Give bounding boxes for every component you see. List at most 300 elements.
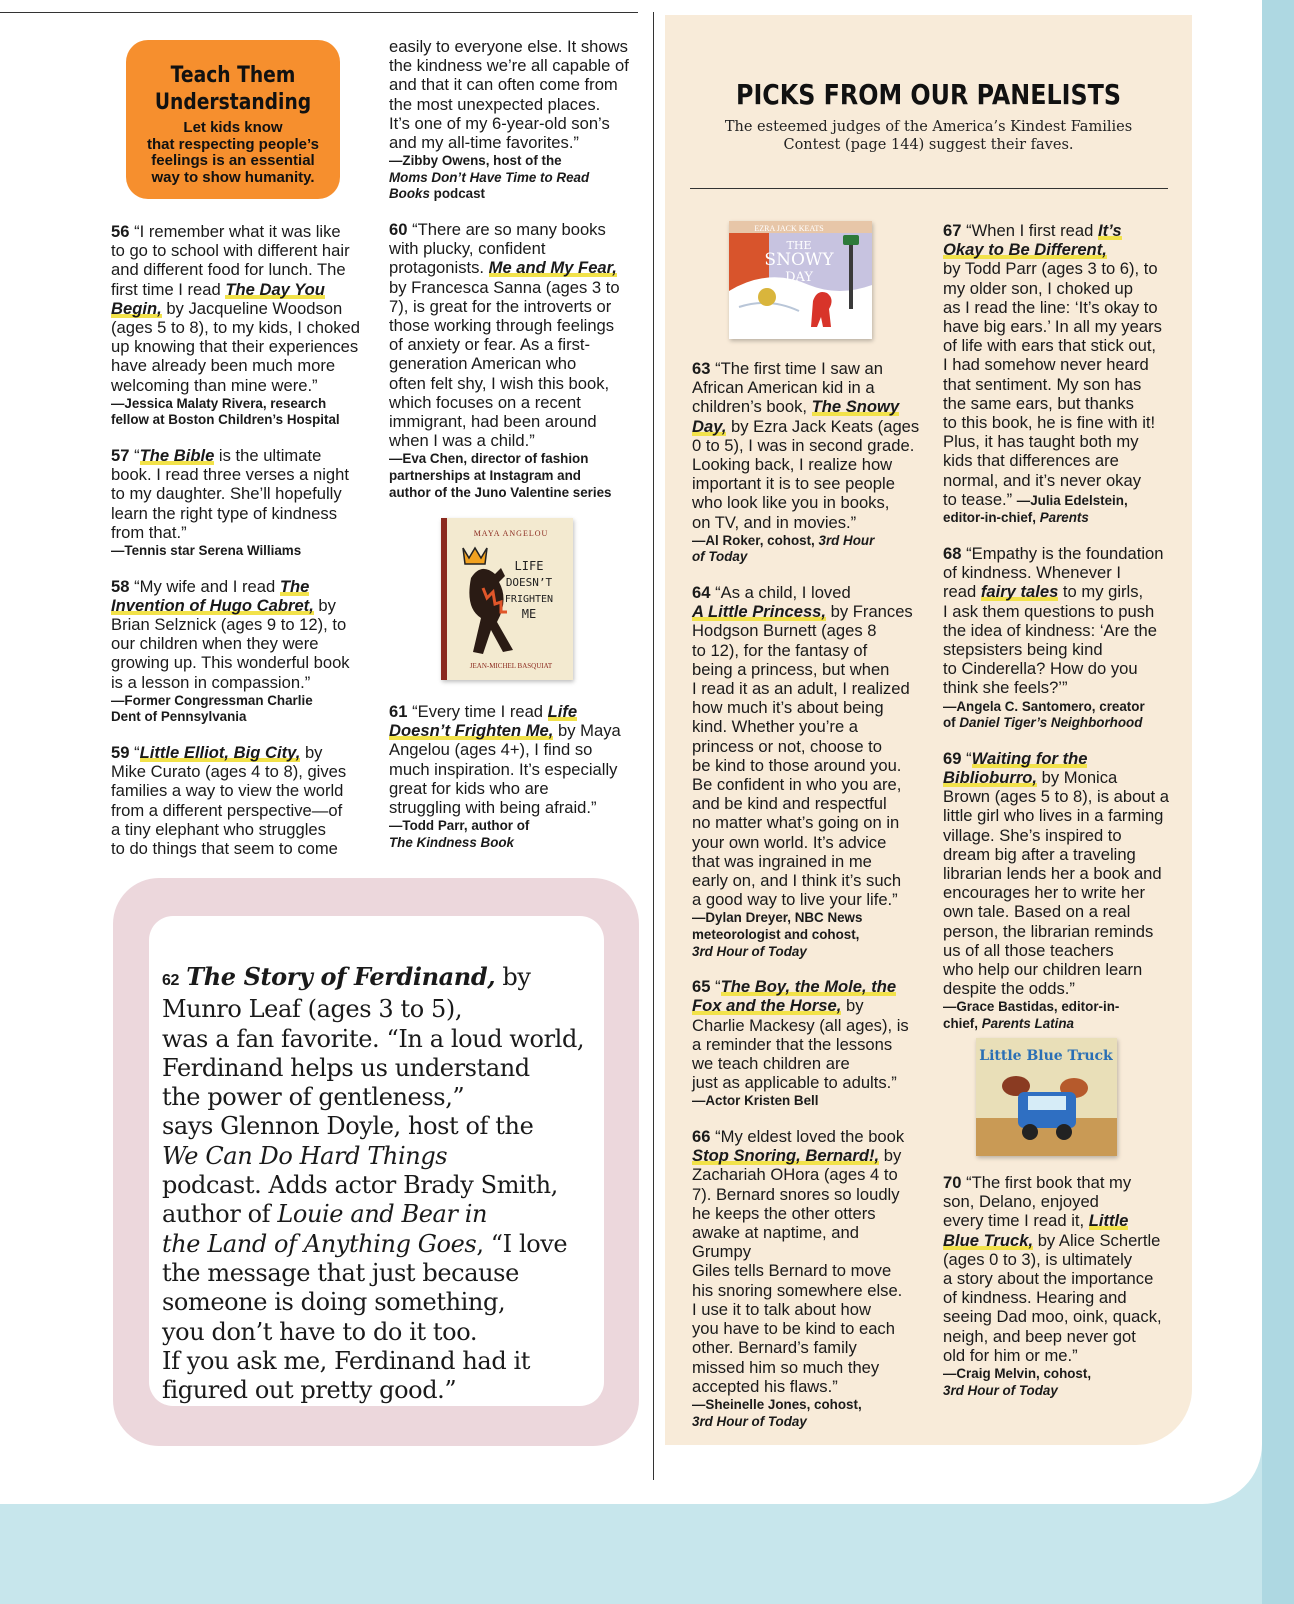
- entry-66: [692, 1127, 922, 1430]
- quote-text: book. I read three verses a night: [111, 465, 349, 485]
- quote-text: missed him so much they: [692, 1357, 880, 1377]
- attribution-line: —Zibby Owens, host of the: [389, 153, 562, 169]
- attribution: [943, 510, 1175, 527]
- quote-text: “The first time I saw an: [715, 359, 883, 378]
- attribution-line: —Todd Parr, author of: [389, 818, 530, 834]
- quote-text: by Ezra Jack Keats (ages: [726, 416, 920, 436]
- quote-text: the most unexpected places.: [389, 94, 601, 114]
- attribution: [943, 699, 1175, 732]
- cover-author: MAYA ANGELOU: [473, 529, 549, 538]
- attribution-line: —Jessica Malaty Rivera, research: [111, 395, 327, 411]
- book-title: fairy tales: [980, 582, 1059, 602]
- quote-text: of kindness. Whenever I: [943, 563, 1122, 583]
- attribution-line: Parents: [1039, 510, 1089, 526]
- quote-text: Hodgson Burnett (ages 8: [692, 621, 877, 641]
- book-title: Begin,: [111, 298, 162, 318]
- attribution-line: 3rd Hour of Today: [692, 943, 807, 959]
- quote-text: person, the librarian reminds: [943, 921, 1154, 941]
- quote-text: despite the odds.”: [943, 979, 1075, 999]
- book-title: The Snowy: [811, 397, 900, 417]
- book-title: The: [279, 576, 310, 596]
- panel-rule: [690, 188, 1168, 189]
- quote-text: which focuses on a recent: [389, 392, 581, 412]
- attribution-line: fellow at Boston Children’s Hospital: [111, 412, 340, 428]
- attribution-line: —Sheinelle Jones, cohost,: [692, 1396, 862, 1412]
- quote-text: have already been much more: [111, 356, 336, 376]
- book-title: Doesn’t Frighten Me,: [389, 721, 554, 741]
- book-title: The Day You: [225, 279, 325, 299]
- quote-text: Mike Curato (ages 4 to 8), gives: [111, 762, 347, 782]
- panel-column-a: [692, 359, 922, 1447]
- quote-text: families a way to view the world: [111, 781, 344, 801]
- column-2-lower: [389, 702, 639, 868]
- quote-text: us of all those teachers: [943, 940, 1114, 960]
- quote-text: “: [715, 977, 721, 997]
- teach-sub-line: feelings is an essential: [151, 152, 315, 170]
- top-rule: [0, 12, 638, 13]
- cover-title: LIFE: [514, 559, 544, 573]
- attribution: [692, 1397, 922, 1430]
- book-title: Blue Truck,: [943, 1230, 1034, 1250]
- attribution: [111, 693, 366, 726]
- attribution-line: —Dylan Dreyer, NBC News: [692, 910, 863, 926]
- attribution-line: editor-in-chief,: [943, 510, 1040, 526]
- quote-text: a good way to live your life.”: [692, 890, 898, 910]
- quote-text: stepsisters being kind: [943, 640, 1103, 660]
- attribution-line: 3rd Hour of Today: [692, 1413, 807, 1429]
- quote-text: from that.”: [111, 522, 187, 542]
- quote-text: the kindness we’re all capable of: [389, 56, 629, 76]
- quote-text: 7), is great for the introverts or: [389, 296, 612, 316]
- quote-text: (ages 0 to 3), is ultimately: [943, 1249, 1133, 1269]
- book-title: Fox and the Horse,: [692, 996, 842, 1016]
- quote-text: of life with ears that stick out,: [943, 336, 1157, 356]
- quote-text: 0 to 5), I was in second grade.: [692, 435, 915, 455]
- attribution-line: —Craig Melvin, cohost,: [943, 1366, 1092, 1382]
- cover-title: THE: [786, 239, 812, 252]
- quote-text: kids that differences are: [943, 451, 1119, 471]
- attribution: [389, 818, 639, 851]
- quote-text: by Jacqueline Woodson: [161, 298, 343, 318]
- entry-number: 57: [111, 446, 130, 466]
- quote-text: by: [313, 595, 336, 615]
- quote-text: you have to be kind to each: [692, 1319, 895, 1339]
- quote-text: by: [879, 1146, 902, 1166]
- attribution-line: meteorologist and cohost,: [692, 927, 860, 943]
- quote-text: how much it’s about being: [692, 698, 884, 718]
- entry-number: 64: [692, 583, 711, 603]
- quote-text: our children when they were: [111, 634, 319, 654]
- quote-text: to 12), for the fantasy of: [692, 640, 868, 660]
- quote-text: figured out pretty good.”: [162, 1376, 457, 1405]
- attribution: [692, 1093, 922, 1110]
- attribution-line: —Actor Kristen Bell: [692, 1093, 819, 1109]
- quote-text: says Glennon Doyle, host of the: [162, 1112, 534, 1141]
- quote-text: that was ingrained in me: [692, 851, 872, 871]
- quote-text: welcoming than mine were.”: [111, 375, 318, 395]
- quote-text: think she feels?’”: [943, 678, 1068, 698]
- medal-icon: [758, 288, 776, 306]
- quote-text: of kindness. Hearing and: [943, 1288, 1127, 1308]
- quote-text: have big ears.’ In all my years: [943, 317, 1162, 337]
- quote-text: much inspiration. It’s especially: [389, 759, 618, 779]
- quote-text: Zachariah OHora (ages 4 to: [692, 1165, 898, 1185]
- quote-text: a story about the importance: [943, 1269, 1154, 1289]
- quote-text: of anxiety or fear. As a first-: [389, 335, 591, 355]
- quote-text: just as applicable to adults.”: [692, 1073, 897, 1093]
- quote-text: encourages her to write her: [943, 883, 1146, 903]
- teach-sub-line: Let kids know: [183, 119, 283, 136]
- quote-text: African American kid in a: [692, 378, 875, 398]
- quote-text: every time I read it,: [943, 1211, 1089, 1231]
- entry-number: 68: [943, 544, 962, 564]
- quote-text: If you ask me, Ferdinand had it: [162, 1346, 531, 1375]
- entry-number: 61: [389, 702, 408, 721]
- quote-text: “: [966, 748, 972, 768]
- cover-illustrator: JEAN-MICHEL BASQUIAT: [469, 662, 553, 670]
- quote-text: seeing Dad moo, oink, quack,: [943, 1307, 1162, 1327]
- quote-text: protagonists.: [389, 258, 489, 278]
- panel-subtitle: [700, 119, 1157, 154]
- quote-text: Louie and Bear in: [277, 1200, 488, 1229]
- entry-63: [692, 359, 922, 566]
- quote-text: being a princess, but when: [692, 659, 890, 679]
- attribution-line: author of the Juno Valentine series: [389, 484, 612, 500]
- book-title: The Bible: [139, 446, 215, 466]
- cover-title: ME: [521, 607, 537, 621]
- quote-text: dream big after a traveling: [943, 844, 1136, 864]
- quote-text: up knowing that their experiences: [111, 337, 359, 357]
- attribution-line: of Today: [692, 549, 748, 565]
- attribution: [692, 910, 922, 960]
- cover-title: Little Blue Truck: [979, 1048, 1113, 1064]
- quote-text: “Empathy is the foundation: [966, 544, 1164, 564]
- panel-subtitle-line: The esteemed judges of the America’s Kindest Families: [724, 119, 1133, 135]
- entry-number: 59: [111, 743, 130, 763]
- quote-text: librarian lends her a book and: [943, 864, 1162, 884]
- quote-text: village. She’s inspired to: [943, 825, 1122, 845]
- quote-text: generation American who: [389, 354, 577, 374]
- quote-text: to my girls,: [1058, 582, 1144, 602]
- attribution-line: Books: [389, 186, 430, 202]
- attribution-line: 3rd Hour of Today: [943, 1382, 1058, 1398]
- cover-author: EZRA JACK KEATS: [754, 224, 824, 233]
- quote-text: son, Delano, enjoyed: [943, 1192, 1099, 1212]
- book-title: Little Elliot, Big City,: [139, 743, 301, 763]
- quote-text: “: [134, 446, 140, 466]
- quote-text: as I read the line: ‘It’s okay to: [943, 297, 1158, 317]
- quote-text: by Frances: [826, 602, 913, 622]
- quote-text: “When I first read: [966, 221, 1098, 240]
- attribution-line: —Al Roker, cohost,: [692, 532, 819, 548]
- cover-title: DAY: [785, 270, 813, 285]
- quote-text: the same ears, but thanks: [943, 393, 1134, 413]
- quote-text: first time I read: [111, 279, 226, 299]
- quote-text: to this book, he is fine with it!: [943, 413, 1156, 433]
- little-blue-truck-cover: [976, 1038, 1117, 1156]
- teach-box-title: [142, 62, 324, 116]
- attribution-line: —Julia Edelstein,: [1016, 492, 1128, 508]
- book-title: Waiting for the: [971, 748, 1088, 768]
- quote-text: to go to school with different hair: [111, 241, 350, 261]
- attribution-line: Parents Latina: [981, 1016, 1074, 1032]
- quote-text: author of: [162, 1200, 278, 1229]
- quote-text: great for kids who are: [389, 778, 549, 798]
- quote-text: “As a child, I loved: [715, 583, 851, 603]
- quote-text: by: [841, 996, 864, 1016]
- book-title: Okay to Be Different,: [943, 240, 1107, 260]
- entry-number: 65: [692, 977, 711, 997]
- quote-text: easily to everyone else. It shows: [389, 37, 628, 56]
- attribution-line: —Eva Chen, director of fashion: [389, 451, 589, 467]
- attribution: [389, 153, 639, 203]
- quote-text: immigrant, had been around: [389, 412, 597, 432]
- quote-text: is the ultimate: [214, 446, 322, 466]
- quote-text: and my all-time favorites.”: [389, 133, 579, 153]
- book-title: Me and My Fear,: [488, 258, 617, 278]
- teach-sub-line: that respecting people’s: [147, 135, 319, 153]
- feature-quote-62: [162, 962, 602, 1405]
- quote-text: to my daughter. She’ll hopefully: [111, 484, 342, 504]
- attribution-line: Moms Don’t Have Time to Read: [389, 169, 590, 185]
- cover-title: SNOWY: [764, 250, 834, 270]
- teach-them-understanding-box: [126, 40, 340, 199]
- quote-text: (ages 5 to 8), to my kids, I choked: [111, 318, 361, 338]
- quote-text: was a fan favorite. “In a loud world,: [162, 1024, 585, 1053]
- quote-text: Giles tells Bernard to move: [692, 1261, 892, 1281]
- quote-text: early on, and I think it’s such: [692, 871, 902, 891]
- book-title: It’s: [1097, 221, 1122, 240]
- quote-text: I read it as an adult, I realized: [692, 679, 910, 699]
- attribution: [692, 533, 922, 566]
- quote-text: and different food for lunch. The: [111, 260, 346, 280]
- quote-text: that sentiment. My son has: [943, 374, 1142, 394]
- quote-text: learn the right type of kindness: [111, 503, 337, 523]
- entry-number: 66: [692, 1127, 711, 1147]
- teach-box-subtitle: [126, 120, 340, 186]
- quote-text: to do things that seem to come: [111, 839, 338, 859]
- attribution-line: partnerships at Instagram and: [389, 468, 581, 484]
- quote-text: “The first book that my: [966, 1173, 1132, 1192]
- quote-text: to Cinderella? How do you: [943, 659, 1138, 679]
- quote-text: by Francesca Sanna (ages 3 to: [389, 277, 620, 297]
- quote-text: I had somehow never heard: [943, 355, 1149, 375]
- quote-text: to tease.”: [943, 489, 1017, 509]
- attribution-line: podcast: [429, 186, 485, 202]
- book-title: Little: [1088, 1211, 1129, 1231]
- quote-text: children’s book,: [692, 397, 812, 417]
- entry-number: 63: [692, 359, 711, 378]
- quote-text: he keeps the other otters: [692, 1203, 876, 1223]
- book-title: Biblioburro,: [943, 768, 1038, 788]
- attribution-line: chief,: [943, 1016, 982, 1032]
- quote-text: “My wife and I read: [134, 576, 280, 596]
- quote-text: the message that just because: [162, 1258, 519, 1287]
- quote-text: by: [495, 963, 531, 991]
- quote-text: I ask them questions to push: [943, 601, 1155, 621]
- book-title: Day,: [692, 416, 727, 436]
- quote-text: Ferdinand helps us understand: [162, 1053, 530, 1082]
- quote-text: by Alice Schertle: [1033, 1230, 1161, 1250]
- quote-text: It’s one of my 6-year-old son’s: [389, 113, 610, 133]
- quote-text: those working through feelings: [389, 316, 615, 336]
- attribution: [111, 543, 366, 560]
- quote-text: 7). Bernard snores so loudly: [692, 1184, 900, 1204]
- panel-subtitle-line: Contest (page 144) suggest their faves.: [783, 136, 1074, 153]
- quote-text: by Maya: [553, 721, 621, 741]
- entry-61: [389, 702, 639, 851]
- quote-text: awake at naptime, and Grumpy: [692, 1223, 859, 1262]
- quote-text: Angelou (ages 4+), I find so: [389, 740, 593, 760]
- attribution: [389, 451, 639, 501]
- entry-number: 70: [943, 1173, 962, 1192]
- quote-text: by Monica: [1037, 768, 1118, 788]
- panel-column-b: [943, 221, 1175, 1050]
- snowy-day-cover: [729, 221, 872, 339]
- attribution: [943, 999, 1175, 1032]
- quote-text: read: [943, 582, 981, 602]
- quote-text: important it is to see people: [692, 474, 895, 494]
- quote-text: his snoring somewhere else.: [692, 1280, 903, 1300]
- attribution-line: The Kindness Book: [389, 834, 514, 850]
- quote-text: Munro Leaf (ages 3 to 5),: [162, 995, 463, 1024]
- quote-text: Brian Selznick (ages 9 to 12), to: [111, 615, 347, 635]
- quote-text: Looking back, I realize how: [692, 455, 893, 475]
- quote-text: the Land of Anything Goes: [162, 1229, 477, 1258]
- attribution-line: 3rd Hour: [818, 532, 875, 548]
- quote-text: princess or not, choose to: [692, 736, 883, 756]
- quote-text: other. Bernard’s family: [692, 1338, 857, 1358]
- quote-text: I use it to talk about how: [692, 1299, 871, 1319]
- attribution-line: —Former Congressman Charlie: [111, 692, 313, 708]
- entry-number: 56: [111, 222, 130, 241]
- book-title: Invention of Hugo Cabret,: [111, 595, 314, 615]
- entry-68: [943, 544, 1175, 732]
- quote-text: old for him or me.”: [943, 1345, 1078, 1365]
- quote-text: Be confident in who you are,: [692, 775, 902, 795]
- entry-67: [943, 221, 1175, 527]
- lamppost-icon: [849, 239, 853, 309]
- quote-text: who help our children learn: [943, 960, 1143, 980]
- quote-text: often felt shy, I wish this book,: [389, 373, 610, 393]
- attribution-line: of: [943, 715, 960, 731]
- quote-text: “I remember what it was like: [134, 222, 341, 241]
- attribution-line: —Grace Bastidas, editor-in-: [943, 999, 1120, 1015]
- quote-text: your own world. It’s advice: [692, 832, 887, 852]
- entry-64: [692, 583, 922, 960]
- entry-60: [389, 220, 639, 501]
- quote-text: normal, and it’s never okay: [943, 470, 1141, 490]
- entry-65: [692, 977, 922, 1110]
- quote-text: “Every time I read: [412, 702, 548, 721]
- quote-text: “There are so many books: [412, 220, 606, 239]
- teach-sub-line: way to show humanity.: [151, 168, 315, 186]
- quote-text: own tale. Based on a real: [943, 902, 1131, 922]
- entry-number: 58: [111, 576, 130, 596]
- entry-59-continued: [389, 37, 639, 203]
- entry-70: [943, 1173, 1175, 1399]
- panel-column-b-lower: [943, 1173, 1175, 1416]
- attribution-line: Daniel Tiger’s Neighborhood: [959, 715, 1143, 731]
- quote-text: and be kind and respectful: [692, 794, 887, 814]
- quote-text: by Todd Parr (ages 3 to 6), to: [943, 259, 1158, 279]
- quote-text: neigh, and beep never got: [943, 1326, 1136, 1346]
- entry-number: 69: [943, 748, 962, 768]
- quote-text: “: [134, 743, 140, 763]
- quote-text: kind. Whether you’re a: [692, 717, 859, 737]
- column-divider: [653, 12, 654, 1480]
- quote-text: my older son, I choked up: [943, 278, 1134, 298]
- attribution-line: —Angela C. Santomero, creator: [943, 698, 1145, 714]
- attribution-line: —Tennis star Serena Williams: [111, 543, 302, 559]
- quote-text: “My eldest loved the book: [715, 1127, 905, 1147]
- entry-69: [943, 749, 1175, 1033]
- quote-text: a tiny elephant who struggles: [111, 819, 326, 839]
- life-doesnt-frighten-me-cover: [441, 518, 573, 680]
- panel-title: PICKS FROM OUR PANELISTS: [736, 78, 1121, 111]
- quote-text: Brown (ages 5 to 8), is about a: [943, 787, 1169, 807]
- quote-text: who look like you in books,: [692, 493, 890, 513]
- entry-number: 62: [162, 972, 179, 989]
- quote-text: by: [300, 743, 323, 763]
- quote-text: on TV, and in movies.”: [692, 512, 857, 532]
- page-edge-band: [1262, 0, 1294, 1604]
- cover-title: DOESN’T: [505, 576, 553, 589]
- quote-text: you don’t have to do it too.: [162, 1317, 478, 1346]
- entry-59: [111, 743, 366, 858]
- book-title: The Story of Ferdinand,: [186, 962, 496, 991]
- entry-number: 60: [389, 220, 408, 239]
- quote-text: and that it can often come from: [389, 75, 618, 95]
- quote-text: with plucky, confident: [389, 239, 546, 259]
- quote-text: when I was a child.”: [389, 431, 535, 451]
- quote-text: little girl who lives in a farming: [943, 806, 1164, 826]
- quote-text: no matter what’s going on in: [692, 813, 900, 833]
- book-title: The Boy, the Mole, the: [720, 977, 897, 997]
- quote-text: growing up. This wonderful book: [111, 653, 350, 673]
- quote-text: a reminder that the lessons: [692, 1034, 893, 1054]
- attribution: [943, 1366, 1175, 1399]
- quote-text: struggling with being afraid.”: [389, 798, 597, 818]
- quote-text: Plus, it has taught both my: [943, 432, 1139, 452]
- attribution-line: Dent of Pennsylvania: [111, 709, 247, 725]
- quote-text: the power of gentleness,”: [162, 1083, 465, 1112]
- quote-text: podcast. Adds actor Brady Smith,: [162, 1171, 558, 1200]
- quote-text: from a different perspective—of: [111, 800, 343, 820]
- cover-title: FRIGHTEN: [504, 594, 554, 605]
- entry-58: [111, 577, 366, 726]
- book-title: Life: [547, 702, 578, 721]
- quote-text: is a lesson in compassion.”: [111, 672, 311, 692]
- entry-number: 67: [943, 221, 962, 240]
- book-title: A Little Princess,: [692, 602, 827, 622]
- book-title: Stop Snoring, Bernard!,: [692, 1146, 880, 1166]
- quote-text: , “I love: [476, 1229, 568, 1258]
- attribution: [111, 396, 366, 429]
- entry-57: [111, 446, 366, 560]
- quote-text: someone is doing something,: [162, 1288, 506, 1317]
- teach-title-line: Teach Them: [170, 63, 296, 88]
- teach-title-line: Understanding: [154, 90, 312, 115]
- quote-text: We Can Do Hard Things: [162, 1141, 448, 1170]
- quote-text: we teach children are: [692, 1054, 850, 1074]
- quote-text: the idea of kindness: ‘Are the: [943, 620, 1158, 640]
- column-1: [111, 222, 366, 875]
- quote-text: be kind to those around you.: [692, 755, 902, 775]
- entry-56: [111, 222, 366, 429]
- column-2: [389, 37, 639, 518]
- quote-text: accepted his flaws.”: [692, 1376, 838, 1396]
